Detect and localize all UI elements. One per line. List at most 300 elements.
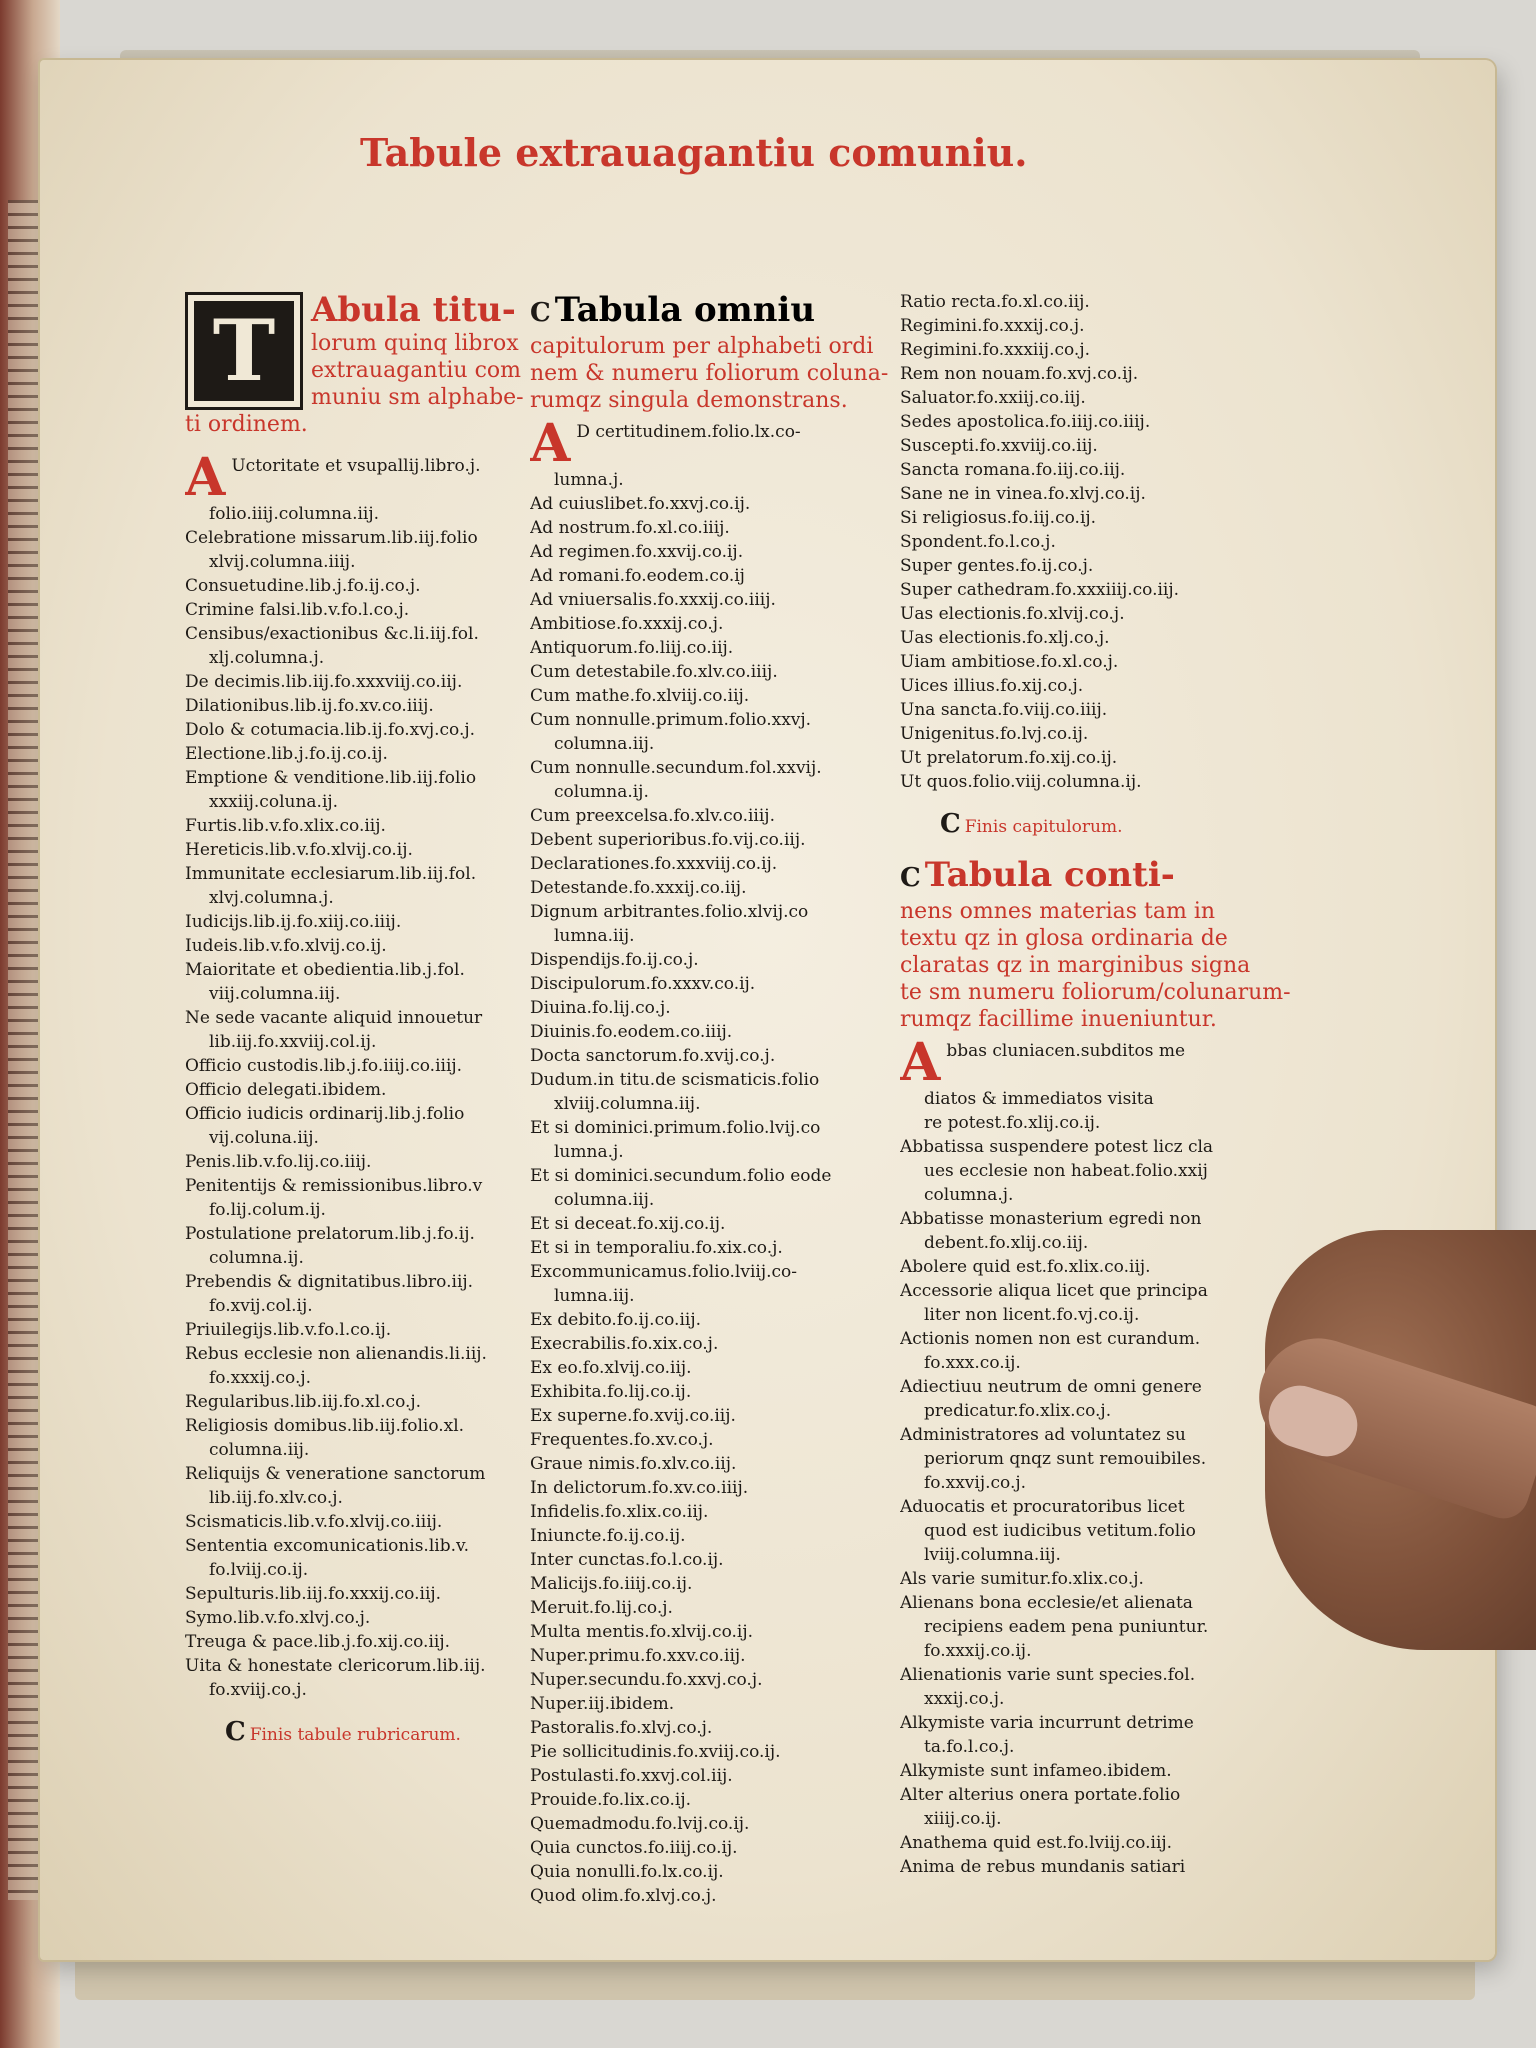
index-entry bbox=[185, 622, 555, 646]
index-entry bbox=[185, 1294, 555, 1318]
pilcrow-icon: C bbox=[940, 809, 961, 839]
index-entry: Uas electionis.fo.xlj.co.j. bbox=[900, 628, 1110, 648]
index-entry bbox=[185, 1030, 555, 1054]
index-entry bbox=[185, 1198, 555, 1222]
index-entry-text: Quemadmodu.fo.lvij.co.ij. bbox=[530, 1814, 750, 1834]
index-entry-text: Et si dominici.primum.folio.lvij.co bbox=[530, 1118, 821, 1138]
index-entry-text: fo.xvij.col.ij. bbox=[209, 1296, 313, 1316]
index-entry bbox=[900, 1759, 1330, 1783]
index-entry bbox=[185, 1582, 555, 1606]
index-entry-text: Ne sede vacante aliquid innouetur bbox=[185, 1008, 483, 1028]
index-entry-text: Et si dominici.secundum.folio eode bbox=[530, 1166, 832, 1186]
book-page bbox=[40, 60, 1495, 1960]
index-entry bbox=[900, 1111, 1330, 1135]
index-entry-text: columna.iij. bbox=[209, 1440, 310, 1460]
index-entry bbox=[185, 1606, 555, 1630]
index-entry-text: Regularibus.lib.iij.fo.xl.co.j. bbox=[185, 1392, 422, 1412]
index-entry bbox=[530, 1236, 900, 1260]
index-entry-text: Rebus ecclesie non alienandis.li.iij. bbox=[185, 1344, 487, 1364]
index-entry-text: Abolere quid est.fo.xlix.co.iij. bbox=[900, 1257, 1151, 1277]
index-entry-text: Uctoritate et vsupallij.libro.j. bbox=[231, 456, 481, 476]
index-entry: Uas electionis.fo.xlvij.co.j. bbox=[900, 604, 1125, 624]
index-entry-text: Antiquorum.fo.liij.co.iij. bbox=[530, 638, 734, 658]
index-entry bbox=[185, 1558, 555, 1582]
index-entry-text: Cum preexcelsa.fo.xlv.co.iiij. bbox=[530, 806, 775, 826]
index-entry: Suscepti.fo.xxviij.co.iij. bbox=[900, 436, 1098, 456]
index-entry bbox=[900, 1567, 1330, 1591]
index-entry-text: Et si deceat.fo.xij.co.ij. bbox=[530, 1214, 726, 1234]
index-entry-text: Dudum.in titu.de scismaticis.folio bbox=[530, 1070, 820, 1090]
index-entry bbox=[530, 1428, 900, 1452]
index-entry-text: Iudeis.lib.v.fo.xlvij.co.ij. bbox=[185, 936, 387, 956]
index-entry-text: Ad regimen.fo.xxvij.co.ij. bbox=[530, 542, 744, 562]
index-entry bbox=[185, 1390, 555, 1414]
index-entry-text: Reliquijs & veneratione sanctorum bbox=[185, 1464, 486, 1484]
index-entry-text: Ad cuiuslibet.fo.xxvj.co.ij. bbox=[530, 494, 751, 514]
index-entry-text: Discipulorum.fo.xxxv.co.ij. bbox=[530, 974, 756, 994]
finis-rubricarum bbox=[185, 1717, 555, 1747]
index-entry-text: Dignum arbitrantes.folio.xlvij.co bbox=[530, 902, 809, 922]
index-entry-text: Adiectiuu neutrum de omni genere bbox=[900, 1377, 1202, 1397]
index-entry-text: Crimine falsi.lib.v.fo.l.co.j. bbox=[185, 600, 410, 620]
index-entry bbox=[530, 1500, 900, 1524]
index-entry-text: Anathema quid est.fo.lviij.co.iij. bbox=[900, 1833, 1173, 1853]
index-entry bbox=[900, 1303, 1330, 1327]
heading-line: muniu sm alphabe- bbox=[311, 385, 524, 410]
index-entry bbox=[185, 958, 555, 982]
index-entry bbox=[185, 1438, 555, 1462]
index-entry bbox=[530, 708, 900, 732]
index-entry-text: Diuinis.fo.eodem.co.iiij. bbox=[530, 1022, 733, 1042]
index-entry bbox=[185, 982, 555, 1006]
index-entry-text: Inter cunctas.fo.l.co.ij. bbox=[530, 1550, 724, 1570]
index-entry bbox=[530, 1668, 900, 1692]
index-entry-text: Abbatissa suspendere potest licz cla bbox=[900, 1137, 1214, 1157]
index-entry bbox=[900, 1519, 1330, 1543]
index-entry-text: Debent superioribus.fo.vij.co.iij. bbox=[530, 830, 806, 850]
index-entry bbox=[185, 502, 555, 526]
index-entry: Regimini.fo.xxxiij.co.j. bbox=[900, 340, 1091, 360]
index-entry: Rem non nouam.fo.xvj.co.ij. bbox=[900, 364, 1139, 384]
index-entry: Saluator.fo.xxiij.co.iij. bbox=[900, 388, 1086, 408]
heading-line: lorum quinq librox bbox=[311, 331, 519, 356]
decorated-initial-t: T bbox=[185, 292, 303, 410]
index-entry-text: Pastoralis.fo.xlvj.co.j. bbox=[530, 1718, 713, 1738]
index-entry bbox=[530, 1836, 900, 1860]
index-entry-text: Electione.lib.j.fo.ij.co.ij. bbox=[185, 744, 388, 764]
index-entry: Super gentes.fo.ij.co.j. bbox=[900, 556, 1094, 576]
index-entry-text: Graue nimis.fo.xlv.co.iij. bbox=[530, 1454, 737, 1474]
index-entry bbox=[185, 742, 555, 766]
index-entry bbox=[530, 1788, 900, 1812]
index-entry-text: folio.iiij.columna.iij. bbox=[209, 504, 380, 524]
index-entry-text: Nuper.iij.ibidem. bbox=[530, 1694, 675, 1714]
index-entry-text: columna.ij. bbox=[554, 782, 649, 802]
index-entry: Ut prelatorum.fo.xij.co.ij. bbox=[900, 748, 1118, 768]
index-entry-text: In delictorum.fo.xv.co.iiij. bbox=[530, 1478, 749, 1498]
index-entry: Uices illius.fo.xij.co.j. bbox=[900, 676, 1084, 696]
index-entry bbox=[530, 1740, 900, 1764]
index-entry-text: ues ecclesie non habeat.folio.xxij bbox=[924, 1161, 1208, 1181]
index-entry-text: Docta sanctorum.fo.xvij.co.j. bbox=[530, 1046, 776, 1066]
index-entry-text: Ad romani.fo.eodem.co.ij bbox=[530, 566, 745, 586]
index-entry bbox=[185, 1270, 555, 1294]
index-entry-text: lib.iij.fo.xlv.co.j. bbox=[209, 1488, 343, 1508]
index-entry bbox=[185, 1462, 555, 1486]
index-entry-text: predicatur.fo.xlix.co.j. bbox=[924, 1401, 1112, 1421]
index-entry bbox=[900, 1831, 1330, 1855]
index-entry: Sedes apostolica.fo.iiij.co.iiij. bbox=[900, 412, 1151, 432]
index-entry-text: lib.iij.fo.xxviij.col.ij. bbox=[209, 1032, 377, 1052]
index-entry-text: Diuina.fo.lij.co.j. bbox=[530, 998, 671, 1018]
index-entry-text: Administratores ad voluntatez su bbox=[900, 1425, 1186, 1445]
index-entry bbox=[900, 1711, 1330, 1735]
index-entry-text: Penitentijs & remissionibus.libro.v bbox=[185, 1176, 483, 1196]
index-entry: Sancta romana.fo.iij.co.iij. bbox=[900, 460, 1126, 480]
index-entry bbox=[530, 1308, 900, 1332]
index-entry-text: columna.iij. bbox=[554, 1190, 655, 1210]
text-block bbox=[140, 160, 1440, 1906]
index-entry-text: Sententia excomunicationis.lib.v. bbox=[185, 1536, 469, 1556]
index-entry bbox=[530, 1284, 900, 1308]
pilcrow-icon: C bbox=[225, 1717, 246, 1747]
index-entry-text: Ad vniuersalis.fo.xxxij.co.iiij. bbox=[530, 590, 776, 610]
index-entry bbox=[185, 1654, 555, 1678]
index-entry-text: De decimis.lib.iij.fo.xxxviij.co.iij. bbox=[185, 672, 463, 692]
index-entry-text: Et si in temporaliu.fo.xix.co.j. bbox=[530, 1238, 783, 1258]
index-entry bbox=[530, 924, 900, 948]
column-materials bbox=[900, 290, 1330, 1879]
index-entry-text: Sepulturis.lib.iij.fo.xxxij.co.iij. bbox=[185, 1584, 442, 1604]
index-entry-text: Dolo & cotumacia.lib.ij.fo.xvj.co.j. bbox=[185, 720, 476, 740]
index-entry-text: Ex superne.fo.xvij.co.iij. bbox=[530, 1406, 736, 1426]
index-entry bbox=[530, 1332, 900, 1356]
index-entry bbox=[185, 574, 555, 598]
index-entry bbox=[900, 1783, 1330, 1807]
index-entry bbox=[530, 1068, 900, 1092]
index-entry bbox=[185, 1054, 555, 1078]
index-entry bbox=[900, 1543, 1330, 1567]
index-entry bbox=[530, 1884, 900, 1908]
index-entry: Super cathedram.fo.xxxiiij.co.iij. bbox=[900, 580, 1180, 600]
index-entry bbox=[530, 1404, 900, 1428]
index-entry bbox=[530, 876, 900, 900]
index-entry bbox=[185, 1078, 555, 1102]
index-entry-text: Infidelis.fo.xlix.co.iij. bbox=[530, 1502, 709, 1522]
index-entry bbox=[530, 1044, 900, 1068]
index-entry bbox=[185, 646, 555, 670]
column-2-heading-rest bbox=[530, 333, 900, 414]
column-1-heading: Abula titu- bbox=[311, 290, 516, 330]
index-entry bbox=[530, 684, 900, 708]
heading-line: claratas qz in marginibus signa bbox=[900, 953, 1251, 978]
index-entry-text: Declarationes.fo.xxxviij.co.ij. bbox=[530, 854, 778, 874]
column-2-heading bbox=[530, 290, 900, 333]
index-entry-text: recipiens eadem pena puniuntur. bbox=[924, 1617, 1209, 1637]
index-entry bbox=[530, 972, 900, 996]
index-entry-text: re potest.fo.xlij.co.ij. bbox=[924, 1113, 1101, 1133]
index-entry bbox=[900, 1135, 1330, 1159]
pilcrow-icon: C bbox=[900, 863, 921, 893]
index-entry bbox=[530, 516, 900, 540]
index-entry-text: Quia cunctos.fo.iiij.co.ij. bbox=[530, 1838, 738, 1858]
index-entry-text: Alkymiste varia incurrunt detrime bbox=[900, 1713, 1194, 1733]
index-entry-text: ta.fo.l.co.j. bbox=[924, 1737, 1015, 1757]
index-entry-text: Alkymiste sunt infameo.ibidem. bbox=[900, 1761, 1172, 1781]
index-entry-text: Celebratione missarum.lib.iij.folio bbox=[185, 528, 478, 548]
index-entry-text: bbas cluniacen.subditos me bbox=[946, 1041, 1185, 1061]
index-entry-text: columna.iij. bbox=[554, 734, 655, 754]
index-entry-text: Alter alterius onera portate.folio bbox=[900, 1785, 1181, 1805]
index-entry bbox=[185, 1126, 555, 1150]
index-entry: Ut quos.folio.viij.columna.ij. bbox=[900, 772, 1142, 792]
index-entry-text: xlvj.columna.j. bbox=[209, 888, 334, 908]
index-entry-text: viij.columna.iij. bbox=[209, 984, 341, 1004]
index-entry bbox=[900, 1207, 1330, 1231]
index-entry bbox=[185, 526, 555, 550]
index-entry-text: Pie sollicitudinis.fo.xviij.co.ij. bbox=[530, 1742, 781, 1762]
heading-line: rumqz facillime inueniuntur. bbox=[900, 1007, 1217, 1032]
index-entry bbox=[185, 814, 555, 838]
index-entry bbox=[530, 852, 900, 876]
index-entry bbox=[185, 1486, 555, 1510]
heading-line: capitulorum per alphabeti ordi bbox=[530, 334, 874, 359]
index-entry bbox=[530, 1692, 900, 1716]
index-entry-text: Iudicijs.lib.ij.fo.xiij.co.iiij. bbox=[185, 912, 402, 932]
index-entry bbox=[900, 1663, 1330, 1687]
heading-line: te sm numeru foliorum/colunarum- bbox=[900, 980, 1291, 1005]
index-entry bbox=[900, 1591, 1330, 1615]
column-3-heading-text: Tabula conti- bbox=[924, 855, 1175, 895]
index-entry bbox=[530, 564, 900, 588]
column-3-heading bbox=[900, 855, 1330, 898]
index-entry bbox=[900, 1855, 1330, 1879]
index-entry: Spondent.fo.l.co.j. bbox=[900, 532, 1056, 552]
heading-line: nem & numeru foliorum coluna- bbox=[530, 361, 889, 386]
index-entry bbox=[900, 1615, 1330, 1639]
index-entry-text: Immunitate ecclesiarum.lib.iij.fol. bbox=[185, 864, 477, 884]
index-entry-text: Abbatisse monasterium egredi non bbox=[900, 1209, 1202, 1229]
index-entry bbox=[530, 1572, 900, 1596]
index-entry-text: Cum detestabile.fo.xlv.co.iiij. bbox=[530, 662, 778, 682]
column-3-heading-rest bbox=[900, 898, 1330, 1033]
index-entry-text: fo.xxxij.co.ij. bbox=[924, 1641, 1032, 1661]
index-entry-text: Actionis nomen non est curandum. bbox=[900, 1329, 1201, 1349]
index-entry bbox=[530, 1020, 900, 1044]
index-entry-text: Frequentes.fo.xv.co.j. bbox=[530, 1430, 714, 1450]
index-entry bbox=[185, 1678, 555, 1702]
index-entry bbox=[185, 1174, 555, 1198]
index-entry-text: Aduocatis et procuratoribus licet bbox=[900, 1497, 1185, 1517]
index-entry-text: debent.fo.xlij.co.iij. bbox=[924, 1233, 1089, 1253]
index-entry-text: Execrabilis.fo.xix.co.j. bbox=[530, 1334, 719, 1354]
index-entry-text: Furtis.lib.v.fo.xlix.co.iij. bbox=[185, 816, 386, 836]
column-2-heading-text: Tabula omniu bbox=[554, 290, 816, 330]
index-entry-text: Dilationibus.lib.ij.fo.xv.co.iiij. bbox=[185, 696, 434, 716]
index-entry-text: Excommunicamus.folio.lviij.co- bbox=[530, 1262, 798, 1282]
index-entry bbox=[185, 454, 555, 502]
index-entry bbox=[530, 1596, 900, 1620]
index-entry bbox=[530, 1548, 900, 1572]
index-entry bbox=[185, 670, 555, 694]
index-entry bbox=[185, 718, 555, 742]
index-entry bbox=[900, 1255, 1330, 1279]
index-entry-text: Dispendijs.fo.ij.co.j. bbox=[530, 950, 699, 970]
index-entry bbox=[530, 1380, 900, 1404]
index-entry bbox=[185, 1366, 555, 1390]
index-entry bbox=[185, 1534, 555, 1558]
index-entry-text: Religiosis domibus.lib.iij.folio.xl. bbox=[185, 1416, 465, 1436]
index-entry-text: Postulatione prelatorum.lib.j.fo.ij. bbox=[185, 1224, 475, 1244]
index-entry-text: columna.j. bbox=[924, 1185, 1014, 1205]
index-entry-text: lviij.columna.iij. bbox=[924, 1545, 1061, 1565]
red-initial: A bbox=[900, 1039, 941, 1087]
finis-capitulorum-text: Finis capitulorum. bbox=[964, 817, 1123, 837]
index-entry-text: Cum nonnulle.primum.folio.xxvj. bbox=[530, 710, 812, 730]
column-1-entries bbox=[185, 454, 555, 1702]
index-entry bbox=[185, 766, 555, 790]
index-entry bbox=[530, 1212, 900, 1236]
index-entry-text: Penis.lib.v.fo.lij.co.iiij. bbox=[185, 1152, 372, 1172]
red-initial: A bbox=[530, 420, 571, 468]
index-entry bbox=[185, 1414, 555, 1438]
index-entry-text: Ad nostrum.fo.xl.co.iiij. bbox=[530, 518, 730, 538]
index-entry bbox=[530, 420, 900, 468]
index-entry-text: Cum nonnulle.secundum.fol.xxvij. bbox=[530, 758, 822, 778]
index-entry bbox=[530, 1860, 900, 1884]
index-entry bbox=[185, 1006, 555, 1030]
red-initial: A bbox=[185, 454, 226, 502]
index-entry bbox=[530, 900, 900, 924]
index-entry-text: fo.xxxij.co.j. bbox=[209, 1368, 312, 1388]
index-entry-text: quod est iudicibus vetitum.folio bbox=[924, 1521, 1196, 1541]
index-entry-text: Officio custodis.lib.j.fo.iiij.co.iiij. bbox=[185, 1056, 463, 1076]
index-entry bbox=[900, 1639, 1330, 1663]
index-entry-text: Maioritate et obedientia.lib.j.fol. bbox=[185, 960, 465, 980]
index-entry-text: xlviij.columna.iij. bbox=[554, 1094, 701, 1114]
index-entry bbox=[530, 1164, 900, 1188]
index-entry bbox=[530, 612, 900, 636]
index-entry-text: Prebendis & dignitatibus.libro.iij. bbox=[185, 1272, 474, 1292]
index-entry bbox=[530, 540, 900, 564]
index-entry bbox=[530, 1092, 900, 1116]
index-entry bbox=[900, 1087, 1330, 1111]
index-entry-text: xlvij.columna.iiij. bbox=[209, 552, 356, 572]
index-entry bbox=[530, 804, 900, 828]
index-entry-text: liter non licent.fo.vj.co.ij. bbox=[924, 1305, 1140, 1325]
index-entry-text: Scismaticis.lib.v.fo.xlvij.co.iiij. bbox=[185, 1512, 443, 1532]
finis-capitulorum bbox=[900, 809, 1330, 839]
index-entry-text: fo.lviij.co.ij. bbox=[209, 1560, 309, 1580]
index-entry-text: Meruit.fo.lij.co.j. bbox=[530, 1598, 673, 1618]
index-entry bbox=[900, 1231, 1330, 1255]
index-entry bbox=[530, 1476, 900, 1500]
index-entry-text: Alienationis varie sunt species.fol. bbox=[900, 1665, 1196, 1685]
index-entry-text: Officio iudicis ordinarij.lib.j.folio bbox=[185, 1104, 465, 1124]
index-entry bbox=[185, 934, 555, 958]
index-entry-text: Nuper.primu.fo.xxv.co.iij. bbox=[530, 1646, 746, 1666]
index-entry-text: lumna.iij. bbox=[554, 926, 635, 946]
index-entry-text: Censibus/exactionibus &c.li.iij.fol. bbox=[185, 624, 479, 644]
index-entry-text: vij.coluna.iij. bbox=[209, 1128, 319, 1148]
index-entry bbox=[185, 1246, 555, 1270]
index-entry bbox=[530, 732, 900, 756]
column-rubrics bbox=[185, 290, 555, 1747]
index-entry bbox=[530, 588, 900, 612]
index-entry bbox=[185, 886, 555, 910]
index-entry-text: lumna.iij. bbox=[554, 1286, 635, 1306]
index-entry-text: Quod olim.fo.xlvj.co.j. bbox=[530, 1886, 717, 1906]
index-entry-text: Symo.lib.v.fo.xlvj.co.j. bbox=[185, 1608, 371, 1628]
index-entry bbox=[530, 492, 900, 516]
index-entry bbox=[185, 862, 555, 886]
index-entry bbox=[530, 660, 900, 684]
index-entry bbox=[530, 948, 900, 972]
index-entry-text: Multa mentis.fo.xlvij.co.ij. bbox=[530, 1622, 754, 1642]
index-entry-text: diatos & immediatos visita bbox=[924, 1089, 1154, 1109]
index-entry-text: fo.lij.colum.ij. bbox=[209, 1200, 326, 1220]
index-entry bbox=[900, 1039, 1330, 1087]
index-entry bbox=[185, 838, 555, 862]
index-entry bbox=[530, 1188, 900, 1212]
index-entry bbox=[185, 598, 555, 622]
index-entry bbox=[900, 1183, 1330, 1207]
page-title: Tabule extrauagantiu comuniu. bbox=[360, 130, 1028, 175]
column-1-heading-last: ti ordinem. bbox=[185, 412, 308, 437]
index-entry bbox=[530, 1716, 900, 1740]
heading-line: nens omnes materias tam in bbox=[900, 899, 1216, 924]
index-entry bbox=[530, 996, 900, 1020]
index-entry: Unigenitus.fo.lvj.co.ij. bbox=[900, 724, 1089, 744]
index-entry-text: periorum qnqz sunt remouibiles. bbox=[924, 1449, 1207, 1469]
index-entry-text: Quia nonulli.fo.lx.co.ij. bbox=[530, 1862, 724, 1882]
index-entry-text: xxxiij.coluna.ij. bbox=[209, 792, 339, 812]
index-entry-text: Ex debito.fo.ij.co.iij. bbox=[530, 1310, 701, 1330]
index-entry: Regimini.fo.xxxij.co.j. bbox=[900, 316, 1085, 336]
index-entry: Uiam ambitiose.fo.xl.co.j. bbox=[900, 652, 1119, 672]
index-entry bbox=[530, 1116, 900, 1140]
index-entry-text: Emptione & venditione.lib.iij.folio bbox=[185, 768, 477, 788]
index-entry bbox=[530, 1764, 900, 1788]
index-entry bbox=[530, 1452, 900, 1476]
index-entry: Si religiosus.fo.iij.co.ij. bbox=[900, 508, 1097, 528]
index-entry-text: Treuga & pace.lib.j.fo.xij.co.iij. bbox=[185, 1632, 451, 1652]
index-entry bbox=[900, 1735, 1330, 1759]
index-entry bbox=[185, 1102, 555, 1126]
index-entry-text: Postulasti.fo.xxvj.col.iij. bbox=[530, 1766, 733, 1786]
index-entry bbox=[530, 1620, 900, 1644]
index-entry-text: Accessorie aliqua licet que principa bbox=[900, 1281, 1208, 1301]
index-entry-text: Prouide.fo.lix.co.ij. bbox=[530, 1790, 692, 1810]
index-entry bbox=[530, 780, 900, 804]
heading-line: textu qz in glosa ordinaria de bbox=[900, 926, 1228, 951]
pilcrow-icon: C bbox=[530, 298, 551, 328]
index-entry-text: Exhibita.fo.lij.co.ij. bbox=[530, 1382, 692, 1402]
heading-line: rumqz singula demonstrans. bbox=[530, 388, 848, 413]
index-entry bbox=[185, 694, 555, 718]
index-entry-text: fo.xviij.co.j. bbox=[209, 1680, 307, 1700]
index-entry-text: Hereticis.lib.v.fo.xlvij.co.ij. bbox=[185, 840, 413, 860]
index-entry bbox=[530, 1140, 900, 1164]
column-chapters bbox=[530, 290, 900, 1908]
index-entry: Sane ne in vinea.fo.xlvj.co.ij. bbox=[900, 484, 1146, 504]
index-entry: Una sancta.fo.viij.co.iiij. bbox=[900, 700, 1108, 720]
index-entry-text: Officio delegati.ibidem. bbox=[185, 1080, 387, 1100]
index-entry bbox=[185, 790, 555, 814]
index-entry-text: Iniuncte.fo.ij.co.ij. bbox=[530, 1526, 686, 1546]
index-entry bbox=[530, 1524, 900, 1548]
index-entry bbox=[185, 550, 555, 574]
